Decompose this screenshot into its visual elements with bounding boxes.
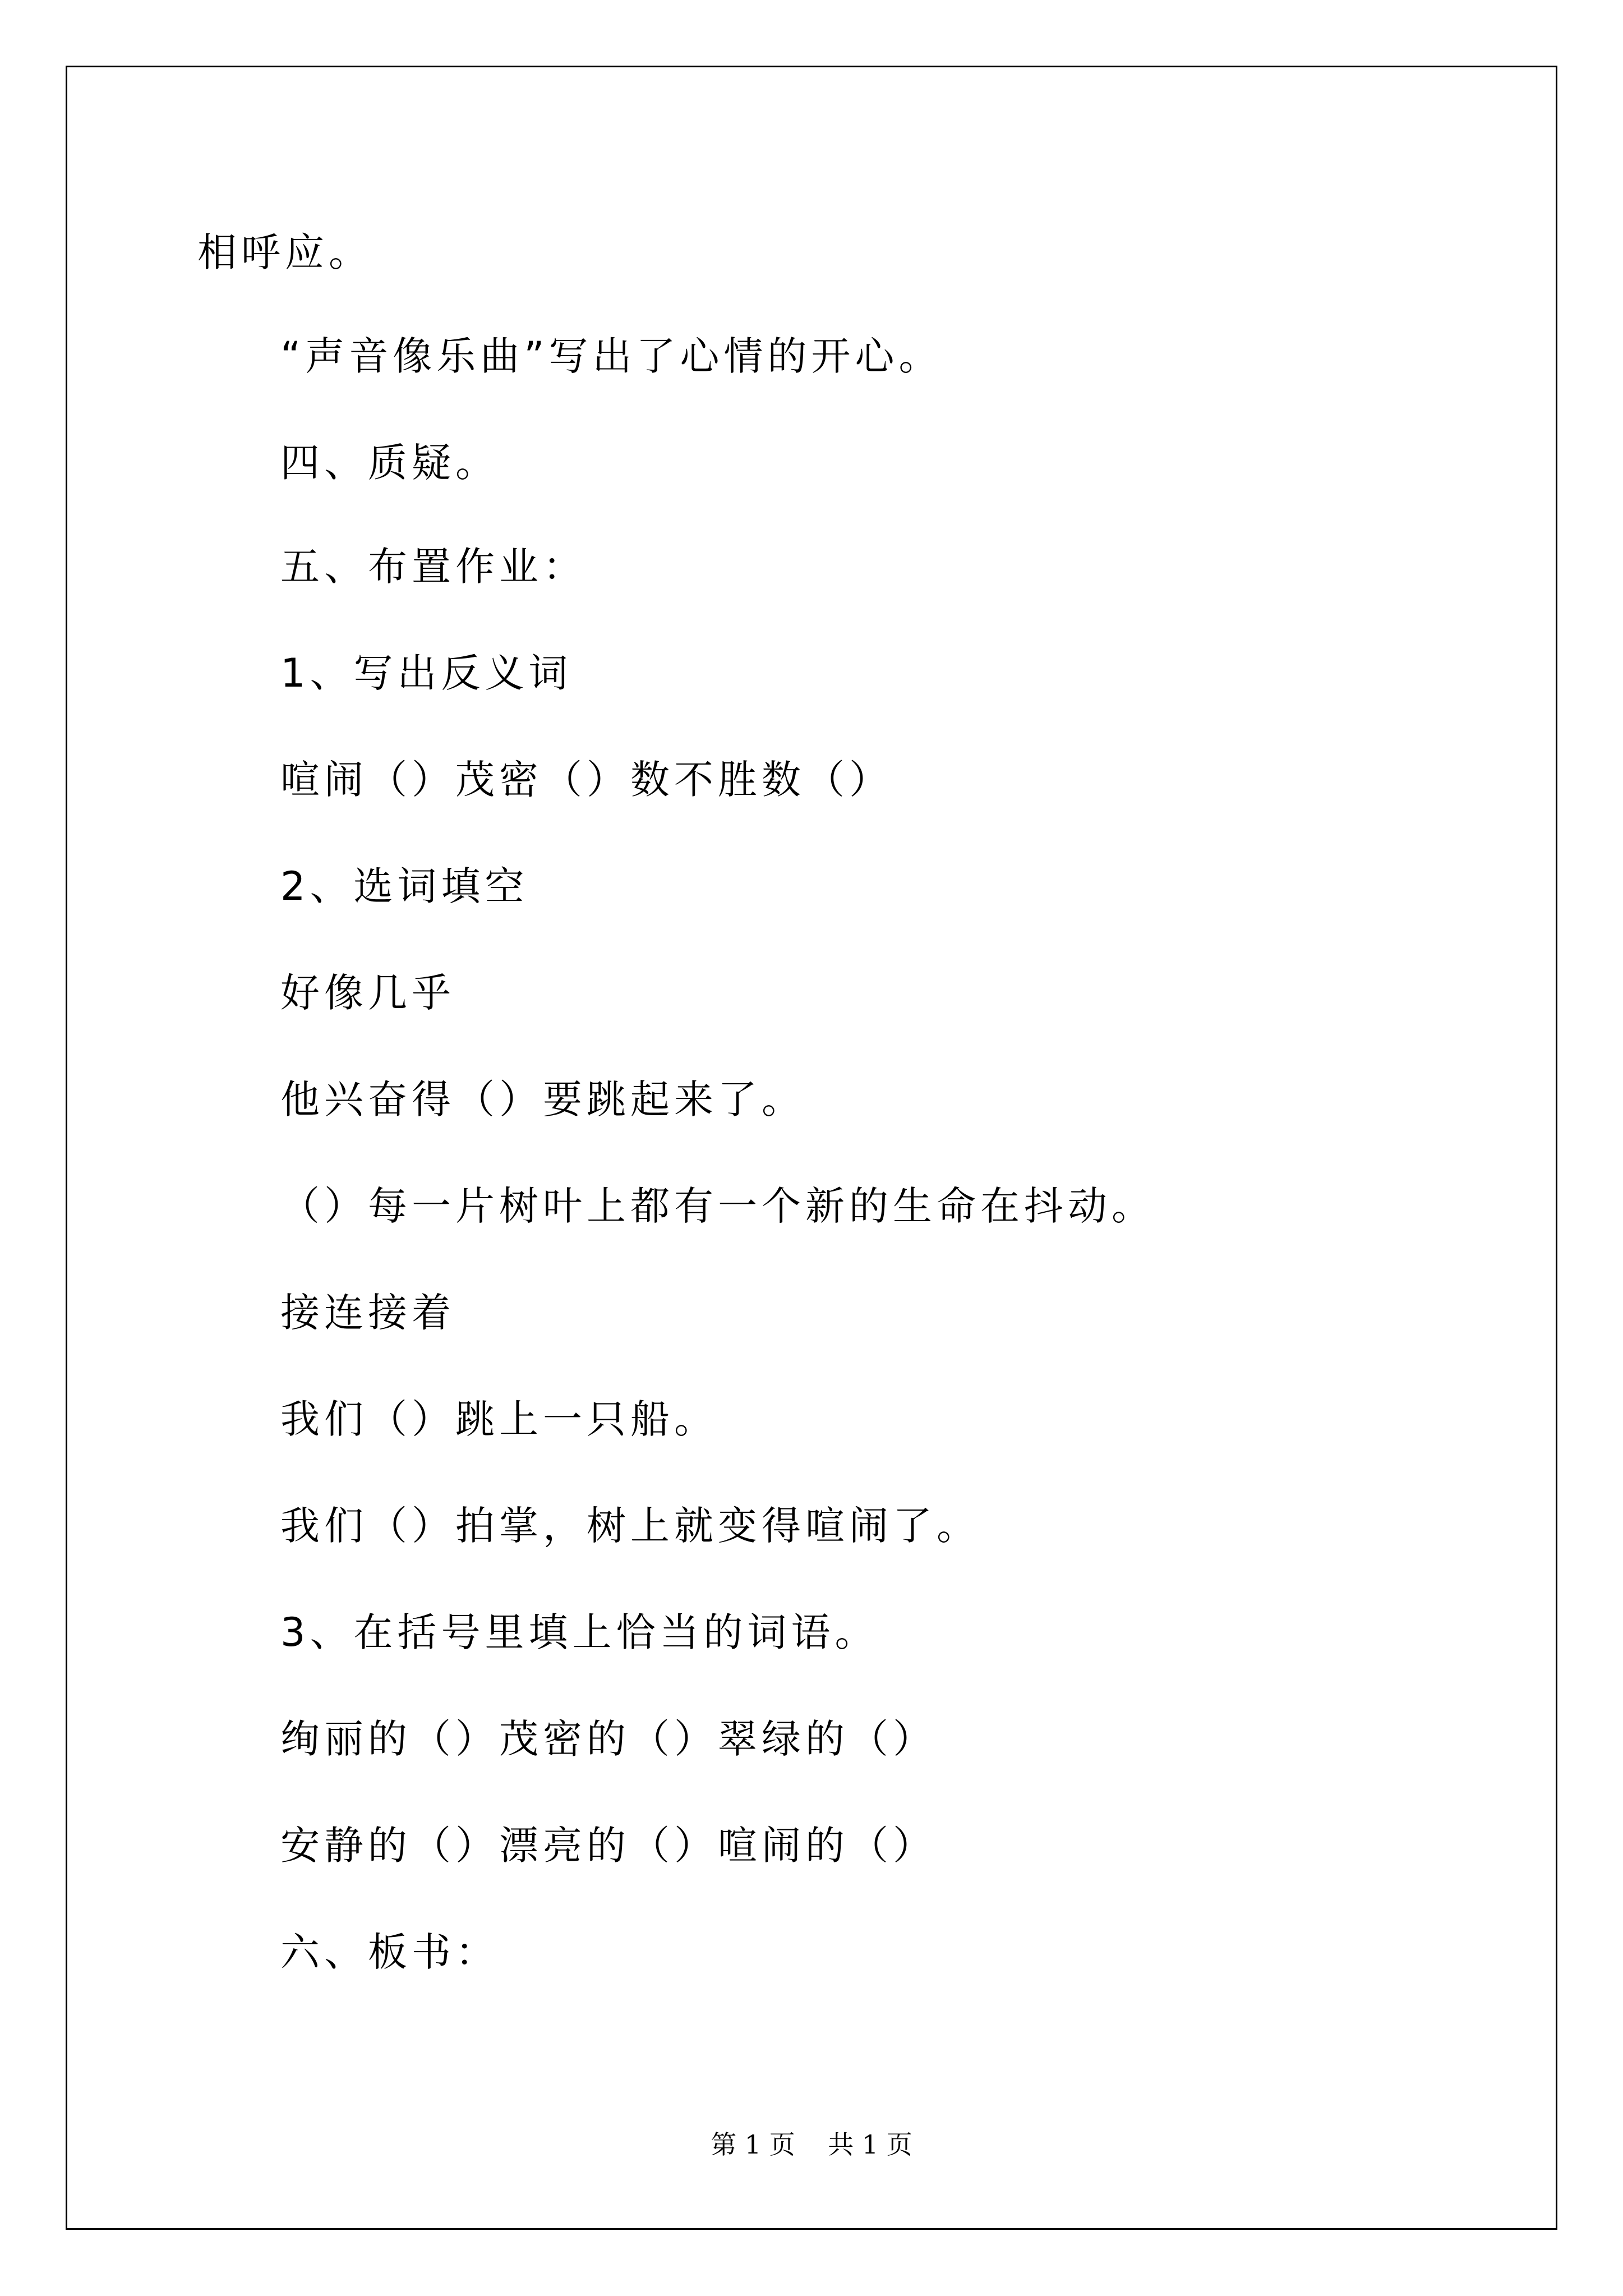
section-heading-6: 六、板书： [280, 1929, 499, 1975]
page-border [66, 66, 1557, 2230]
sentence-3: 我们（）跳上一只船。 [280, 1396, 718, 1442]
text-line-1: 相呼应。 [197, 229, 372, 275]
sentence-4: 我们（）拍掌，树上就变得喧闹了。 [280, 1503, 980, 1549]
word-choice-1: 好像几乎 [280, 970, 455, 1016]
text-line-2: “声音像乐曲”写出了心情的开心。 [280, 333, 943, 379]
page-number-footer: 第 1 页 共 1 页 [711, 2129, 912, 2160]
word-choice-2: 接连接着 [280, 1290, 455, 1336]
exercise-2-title: 2、选词填空 [280, 863, 529, 909]
exercise-1-title: 1、写出反义词 [280, 650, 573, 696]
section-heading-4: 四、质疑。 [280, 440, 499, 486]
exercise-3-title: 3、在括号里填上恰当的词语。 [280, 1609, 879, 1655]
exercise-3-row-1: 绚丽的（）茂密的（）翠绿的（） [280, 1716, 937, 1762]
exercise-1-content: 喧闹（）茂密（）数不胜数（） [280, 757, 893, 803]
sentence-2: （）每一片树叶上都有一个新的生命在抖动。 [280, 1183, 1155, 1229]
exercise-3-row-2: 安静的（）漂亮的（）喧闹的（） [280, 1823, 937, 1869]
section-heading-5: 五、布置作业： [280, 544, 587, 590]
sentence-1: 他兴奋得（）要跳起来了。 [280, 1076, 805, 1122]
